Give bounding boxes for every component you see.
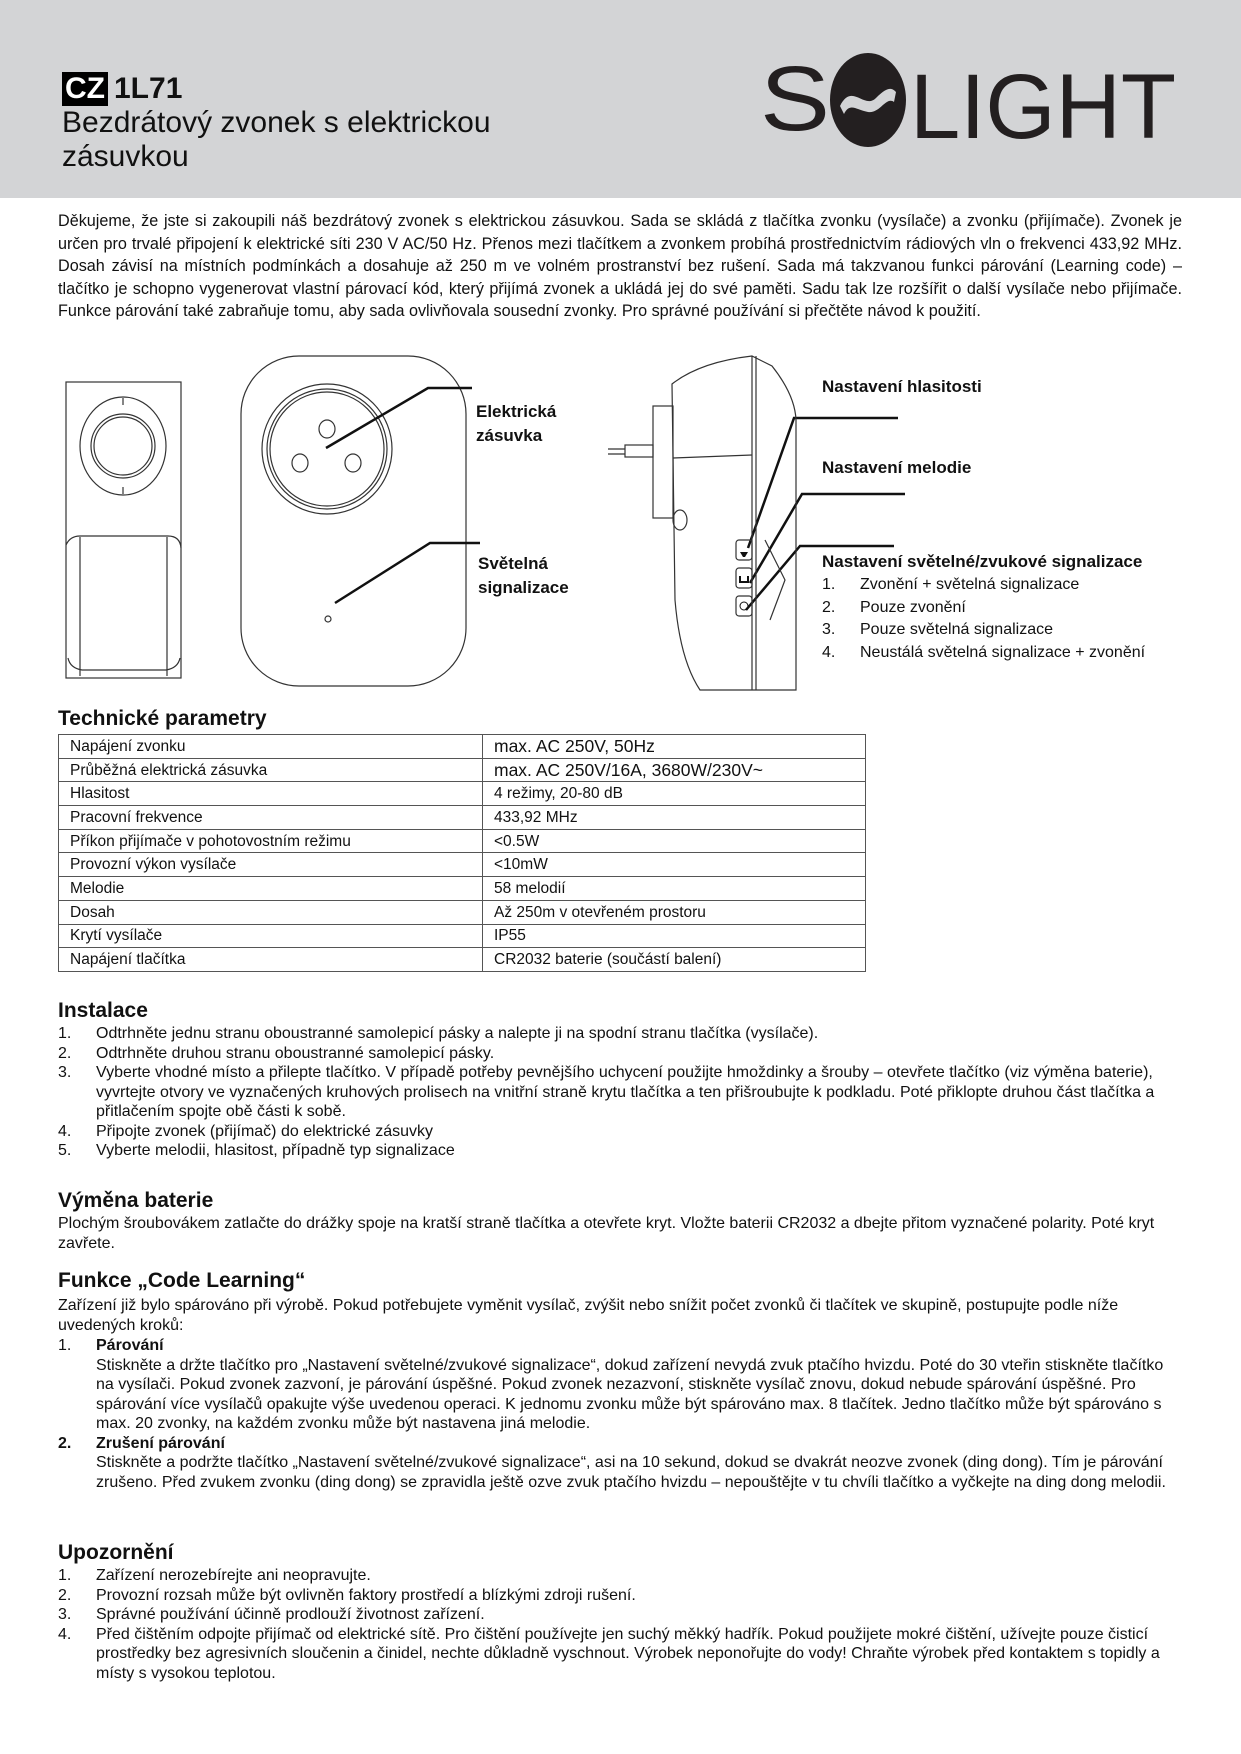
list-item <box>58 1141 1182 1161</box>
item-number: 4. <box>58 1625 72 1643</box>
table-row <box>59 877 866 901</box>
item-text: Před čištěním odpojte přijímač od elektrické sítě. Pro čištění používejte jen suchý měkký hadřík. Pokud použijete mokré čištění, užívejte pouze čisticí prostředky bez agresivních sloučenin a činidel, nechte důkladně vyschnout. Výrobek neponořujte do vody! Chraňte výrobek před kontaktem s topidly a místy s vysokou teplotou. <box>96 1625 1160 1682</box>
receiver-front-drawing <box>241 356 466 686</box>
page-header <box>0 0 1241 198</box>
language-badge: CZ <box>62 72 108 106</box>
item-title: Zrušení párování <box>96 1434 225 1452</box>
param-value: <0.5W <box>483 829 866 853</box>
list-item <box>58 1434 1182 1493</box>
melody-button-icon <box>740 576 748 582</box>
param-key: Průběžná elektrická zásuvka <box>59 758 483 782</box>
table-row <box>59 948 866 972</box>
list-item <box>58 1063 1182 1122</box>
warnings-heading: Upozornění <box>58 1541 174 1564</box>
item-text: Zařízení nerozebírejte ani neopravujte. <box>96 1567 371 1584</box>
table-row <box>59 735 866 759</box>
label-melody-setting: Nastavení melodie <box>822 458 972 477</box>
svg-text:LIGHT: LIGHT <box>910 56 1176 148</box>
item-text: Odtrhněte druhou stranu oboustranné samolepicí pásky. <box>96 1044 495 1062</box>
list-item <box>58 1605 1182 1625</box>
item-text: Vyberte vhodné místo a přilepte tlačítko. V případě potřeby pevnějšího uchycení použijte hmoždinky a šrouby – otevřete tlačítko (viz výměna baterie), vyvrtejte otvory ve vyznačených kruhových prolisech na vnitřní straně krytu tlačítka a ten přišroubujte k podkladu. Poté přiklopte druhou část tlačítka a přitlačením spojte obě části k sobě. <box>96 1064 1155 1120</box>
label-signal-setting: Nastavení světelné/zvukové signalizace <box>822 552 1143 571</box>
item-number: 3. <box>58 1606 72 1623</box>
item-text: Správné používání účinně prodlouží životnost zařízení. <box>96 1606 485 1623</box>
table-row <box>59 924 866 948</box>
code-learning-steps <box>58 1336 1182 1492</box>
code-learning-intro: Zařízení již bylo spárováno při výrobě. Pokud potřebujete vyměnit vysílač, zvýšit nebo snížit počet zvonků či tlačítek ve skupině, postupujte podle níže uvedených kroků: <box>58 1297 1119 1334</box>
item-number: 1. <box>58 1025 72 1042</box>
signal-mode-item <box>822 642 1145 665</box>
signal-mode-item <box>822 597 1145 620</box>
label-line: zásuvka <box>476 426 543 445</box>
list-item <box>58 1336 1182 1434</box>
warnings-list <box>58 1566 1182 1683</box>
item-number: 4. <box>822 643 836 661</box>
param-value: <10mW <box>483 853 866 877</box>
param-key: Napájení zvonku <box>59 735 483 759</box>
list-item <box>58 1024 1182 1044</box>
param-key: Hlasitost <box>59 782 483 806</box>
model-line <box>62 72 182 106</box>
signal-modes-list <box>822 574 1145 664</box>
item-text: Stiskněte a držte tlačítko pro „Nastavení světelné/zvukové signalizace“, dokud zařízení nevydá zvuk ptačího hvizdu. Poté do 30 vteřin stiskněte tlačítko na vysílači. Pokud zvonek zazvoní, je párování úspěšné. Pokud zvonek nezazvoní, stiskněte vysílač znovu, dokud nebude spárování úspěšné. Pro spárování více vysílačů opakujte výše uvedenou operaci. K jednomu zvonku může být spárováno max. 8 tlačítek. Jedno tlačítko může být spárováno s max. 20 zvonky, na každém zvonku může být nastavena jiná melodie. <box>96 1356 1164 1432</box>
item-number: 2. <box>58 1586 72 1604</box>
item-text: Zvonění + světelná signalizace <box>860 576 1080 593</box>
table-row <box>59 829 866 853</box>
battery-heading: Výměna baterie <box>58 1189 214 1212</box>
tech-params-heading: Technické parametry <box>58 707 267 730</box>
label-line: Světelná <box>478 554 548 573</box>
item-text: Stiskněte a podržte tlačítko „Nastavení světelné/zvukové signalizace“, asi na 10 sekund, dokud se dvakrát neozve zvonek (ding dong). Tím je párování zrušeno. Před zvukem zvonku (ding dong) se zpravidla ještě ozve zvuk ptačího hvizdu – nepouštějte v tu chvíli tlačítko a vyčkejte na ding dong melodii. <box>96 1454 1166 1491</box>
item-body <box>96 1336 1182 1434</box>
item-number: 3. <box>58 1064 72 1081</box>
transmitter-drawing <box>66 382 181 678</box>
list-item <box>58 1566 1182 1586</box>
item-text: Odtrhněte jednu stranu oboustranné samolepicí pásky a nalepte ji na spodní stranu tlačítka (vysílače). <box>96 1025 819 1042</box>
document-title: Bezdrátový zvonek s elektrickou zásuvkou <box>62 106 491 173</box>
item-body <box>96 1434 1182 1493</box>
param-value: Až 250m v otevřeném prostoru <box>483 900 866 924</box>
list-item <box>58 1122 1182 1142</box>
param-value: CR2032 baterie (součástí balení) <box>483 948 866 972</box>
table-row <box>59 853 866 877</box>
label-electric-socket <box>476 400 556 448</box>
label-line: signalizace <box>478 578 569 597</box>
signal-mode-item <box>822 574 1145 597</box>
item-number: 2. <box>58 1434 72 1452</box>
item-text: Pouze zvonění <box>860 598 966 616</box>
param-key: Napájení tlačítka <box>59 948 483 972</box>
intro-paragraph: Děkujeme, že jste si zakoupili náš bezdrátový zvonek s elektrickou zásuvkou. Sada se skládá z tlačítka zvonku (vysílače) a zvonku (přijímače). Zvonek je určen pro trvalé připojení k elektrické síti 230 V AC/50 Hz. Přenos mezi tlačítkem a zvonkem probíhá prostřednictvím rádiových vln o frekvenci 433,92 MHz. Dosah závisí na místních podmínkách a dosahuje až 250 m ve volném prostranství bez rušení. Sada má takzvanou funkci párování (Learning code) – tlačítko je schopno vygenerovat vlastní párovací kód, který přijímá zvonek a ukládá jej do své paměti. Sadu tak lze rozšířit o další vysílače nebo přijímače. Funkce párování také zabraňuje tomu, aby sada ovlivňovala sousední zvonky. Pro správné používání si přečtěte návod k použití. <box>58 212 1182 321</box>
param-key: Pracovní frekvence <box>59 806 483 830</box>
list-item <box>58 1586 1182 1606</box>
item-title: Párování <box>96 1337 164 1354</box>
label-volume-setting: Nastavení hlasitosti <box>822 377 982 396</box>
param-value: 4 režimy, 20-80 dB <box>483 782 866 806</box>
battery-text: Plochým šroubovákem zatlačte do drážky spoje na kratší straně tlačítka a otevřete kryt. Vložte baterii CR2032 a dbejte přitom vyznačené polarity. Poté kryt zavřete. <box>58 1215 1155 1252</box>
label-light-signal <box>478 552 569 600</box>
item-number: 1. <box>822 576 836 593</box>
param-value: max. AC 250V, 50Hz <box>483 735 866 759</box>
list-item <box>58 1625 1182 1684</box>
settings-gear-icon <box>740 602 748 610</box>
item-text: Připojte zvonek (přijímač) do elektrické zásuvky <box>96 1122 434 1140</box>
model-number: 1L71 <box>114 72 183 105</box>
table-row <box>59 806 866 830</box>
item-number: 2. <box>58 1044 72 1062</box>
param-key: Provozní výkon vysílače <box>59 853 483 877</box>
item-number: 2. <box>822 598 836 616</box>
list-item <box>58 1044 1182 1064</box>
svg-text:S: S <box>760 52 830 148</box>
item-text: Neustálá světelná signalizace + zvonění <box>860 643 1146 661</box>
volume-button-icon <box>740 552 748 557</box>
param-key: Melodie <box>59 877 483 901</box>
param-key: Dosah <box>59 900 483 924</box>
installation-steps <box>58 1024 1182 1161</box>
item-number: 4. <box>58 1122 72 1140</box>
param-key: Příkon přijímače v pohotovostním režimu <box>59 829 483 853</box>
code-learning-heading: Funkce „Code Learning“ <box>58 1269 306 1292</box>
installation-heading: Instalace <box>58 999 148 1022</box>
param-key: Krytí vysílače <box>59 924 483 948</box>
solight-logo <box>760 52 1180 148</box>
item-number: 5. <box>58 1142 72 1159</box>
item-number: 1. <box>58 1567 72 1584</box>
param-value: IP55 <box>483 924 866 948</box>
param-value: 433,92 MHz <box>483 806 866 830</box>
item-number: 3. <box>822 621 836 639</box>
param-value: 58 melodií <box>483 877 866 901</box>
item-text: Pouze světelná signalizace <box>860 621 1054 639</box>
param-value: max. AC 250V/16A, 3680W/230V~ <box>483 758 866 782</box>
item-text: Provozní rozsah může být ovlivněn faktory prostředí a blízkými zdroji rušení. <box>96 1586 636 1604</box>
receiver-side-drawing <box>608 356 796 690</box>
tech-params-table <box>58 734 866 972</box>
item-number: 1. <box>58 1337 72 1354</box>
table-row <box>59 758 866 782</box>
table-row <box>59 782 866 806</box>
label-line: Elektrická <box>476 402 557 421</box>
table-row <box>59 900 866 924</box>
callout-lines <box>326 388 905 610</box>
item-text: Vyberte melodii, hlasitost, případně typ signalizace <box>96 1142 455 1159</box>
signal-mode-item <box>822 619 1145 642</box>
